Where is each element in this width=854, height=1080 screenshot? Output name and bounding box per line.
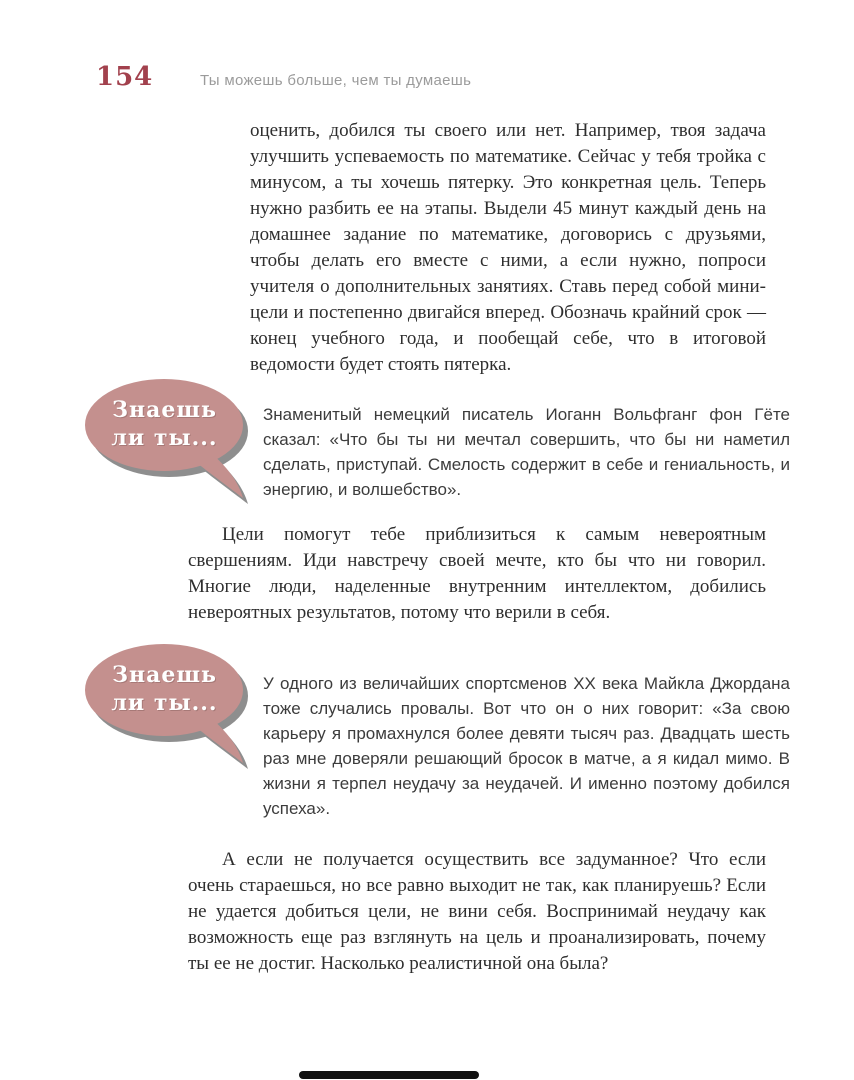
paragraph-failure-advice: А если не получается осуществить все задуманное? Что если очень стараешься, но все равно выходит не так, как планируешь? Если не удается добиться цели, не вини себя. Воспринимай неудачу как возможность еще раз взглянуть на цель и проанализировать, почему ты ее не достиг. Насколько реалистичной она была? bbox=[188, 849, 766, 974]
did-you-know-bubble-1 bbox=[84, 379, 259, 507]
did-you-know-label: Знаешь ли ты... bbox=[111, 662, 218, 716]
swipe-indicator-bar[interactable] bbox=[299, 1071, 479, 1079]
callout-goethe-quote: Знаменитый немецкий писатель Иоганн Вольфганг фон Гёте сказал: «Что бы ты ни мечтал совершить, что бы ни наметил сделать, приступай. Смелость содержит в себе и гениальность, и энергию, и волшебство». bbox=[263, 405, 790, 499]
paragraph-goal-example: оценить, добился ты своего или нет. Например, твоя задача улучшить успеваемость по математике. Сейчас у тебя тройка с минусом, а ты хочешь пятерку. Это конкретная цель. Теперь нужно разбить ее на этапы. Выдели 45 минут каждый день на домашнее задание по математике, договорись с друзьями, чтобы делать его вместе с ними, а если нужно, попроси учителя о дополнительных занятиях. Ставь перед собой мини-цели и постепенно двигайся вперед. Обозначь крайний срок — конец учебного года, и пообещай себе, что в итоговой ведомости будет стоять пятерка. bbox=[250, 120, 766, 375]
paragraph-goals-help: Цели помогут тебе приблизиться к самым невероятным свершениям. Иди навстречу своей мечте, кто бы что ни говорил. Многие люди, наделенные внутренним интеллектом, добились невероятных результатов, потому что верили в себя. bbox=[188, 524, 766, 623]
running-title: Ты можешь больше, чем ты думаешь bbox=[200, 72, 472, 89]
did-you-know-bubble-2 bbox=[84, 644, 259, 772]
callout-jordan-quote: У одного из величайших спортсменов XX века Майкла Джордана тоже случались провалы. Вот что он о них говорит: «За свою карьеру я промахнулся более девяти тысяч раз. Двадцать шесть раз мне доверяли решающий бросок в матче, а я кидал мимо. В жизни я терпел неудачу за неудачей. И именно поэтому добился успеха». bbox=[263, 674, 790, 818]
page-number: 154 bbox=[96, 62, 154, 92]
did-you-know-label: Знаешь ли ты... bbox=[111, 397, 218, 451]
